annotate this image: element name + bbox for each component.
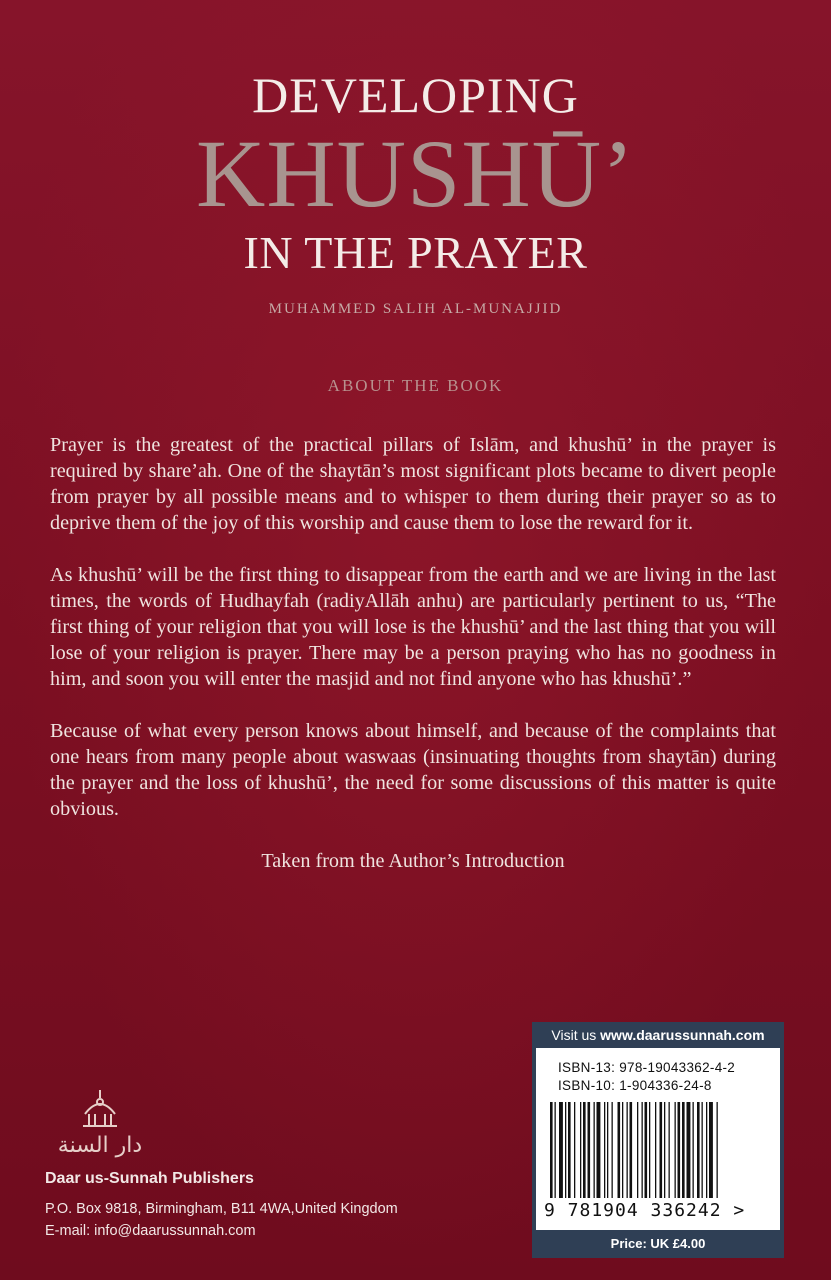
blurb — [50, 432, 776, 900]
title-line-developing: DEVELOPING — [252, 67, 579, 123]
website-line — [532, 1022, 784, 1048]
visit-prefix: Visit us — [551, 1027, 601, 1043]
about-heading: ABOUT THE BOOK — [327, 376, 504, 395]
barcode-panel — [532, 1022, 784, 1258]
isbn-10: ISBN-10: 1-904336-24-8 — [558, 1078, 712, 1093]
publisher-address: P.O. Box 9818, Birmingham, B11 4WA,United Kingdom — [45, 1201, 398, 1217]
blurb-paragraph-1: Prayer is the greatest of the practical pillars of Islām, and khushū’ in the prayer is required by share’ah. One of the shaytān’s most significant plots became to divert people from prayer by all possible means and to whisper to them during their prayer so as to deprive them of the joy of this worship and cause them to lose the reward for it. — [50, 434, 776, 534]
title-line-khushu: KHUSHŪ’ — [196, 120, 635, 227]
website-link[interactable]: www.daarussunnah.com — [600, 1027, 765, 1043]
book-title — [0, 67, 831, 278]
blurb-paragraph-3: Because of what every person knows about himself, and because of the complaints that one hears from many people about waswaas (insinuating thoughts from shaytān) during the prayer and the loss of khushū’, the need for some discussions of this matter is quite obvious. — [50, 720, 776, 820]
author-name: MUHAMMED SALIH AL-MUNAJJID — [268, 301, 563, 317]
blurb-source: Taken from the Author’s Introduction — [261, 850, 565, 872]
publisher-email: E-mail: info@daarussunnah.com — [45, 1223, 256, 1239]
publisher-name: Daar us-Sunnah Publishers — [45, 1170, 254, 1187]
svg-text:دار السنة: دار السنة — [57, 1133, 143, 1158]
blurb-paragraph-2: As khushū’ will be the first thing to disappear from the earth and we are living in the last times, the words of Hudhayfah (radiyAllāh anhu) are particularly pertinent to us, “The first thing of your religion that you will lose is the khushū’ and the last thing that you will lose of your religion is prayer. There may be a person praying who has no goodness in him, and soon you will enter the masjid and not find anyone who has khushū’.” — [50, 564, 776, 690]
barcode-digits: 9 781904 336242 > — [544, 1200, 746, 1221]
publisher-info — [45, 1170, 515, 1242]
isbn-13: ISBN-13: 978-19043362-4-2 — [558, 1060, 736, 1075]
title-line-in-the-prayer: IN THE PRAYER — [243, 227, 588, 278]
price-label: Price: UK £4.00 — [610, 1236, 706, 1251]
barcode-bars — [546, 1102, 772, 1210]
publisher-logo — [45, 1080, 155, 1160]
barcode-label — [536, 1048, 780, 1230]
